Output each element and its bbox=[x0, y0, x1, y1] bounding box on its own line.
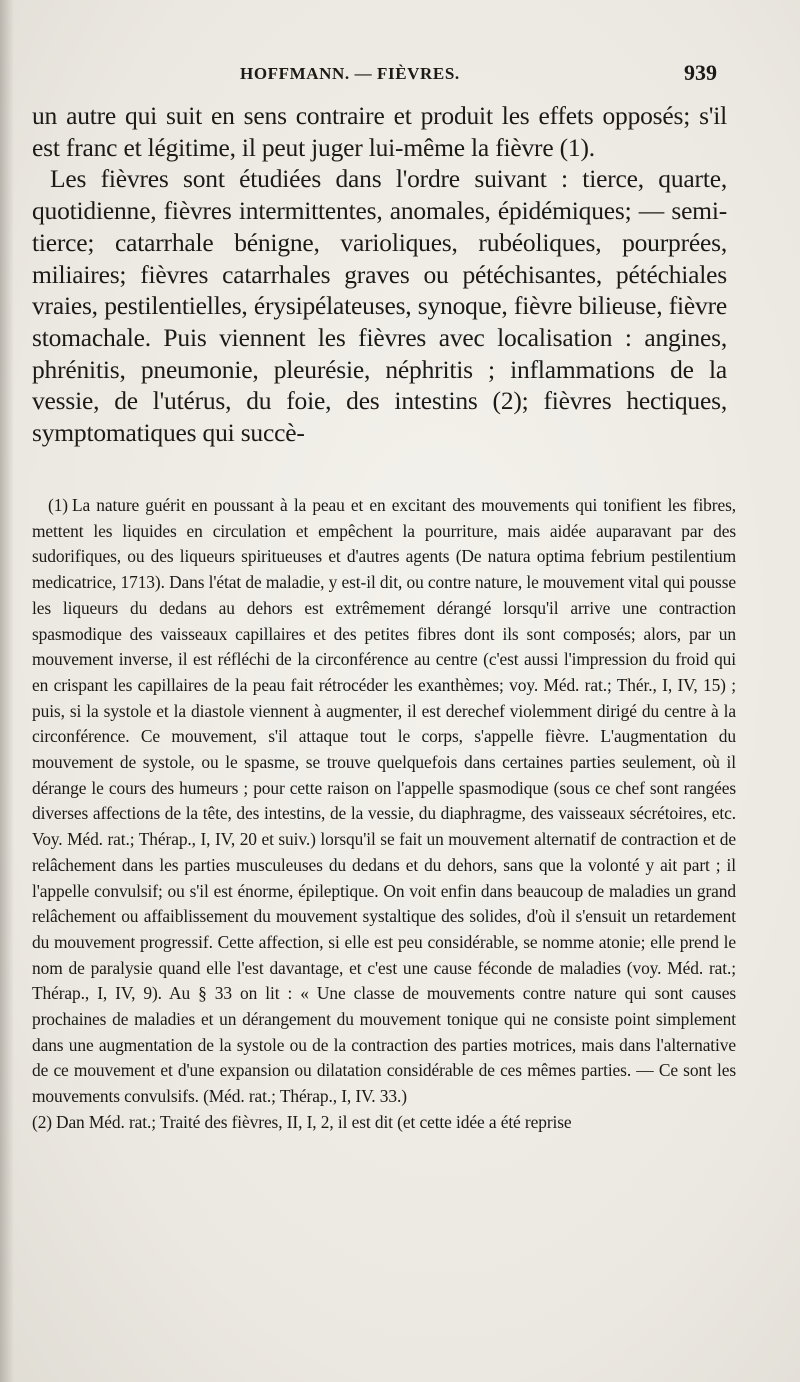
page-header bbox=[0, 60, 800, 90]
page-gutter-shadow bbox=[0, 0, 14, 1382]
footnote-2-marker: (2) bbox=[32, 1111, 52, 1132]
body-paragraph-2: Les fièvres sont étudiées dans l'ordre suivant : tierce, quarte, quotidienne, fièvres intermittentes, anomales, épidémiques; — semi-tierce; catarrhale bénigne, varioliques, rubéoliques, pourprées, miliaires; fièvres catarrhales graves ou pétéchisantes, pétéchiales vraies, pestilentielles, érysipélateuses, synoque, fièvre bilieuse, fièvre stomachale. Puis viennent les fièvres avec localisation : angines, phrénitis, pneumonie, pleurésie, néphritis ; inflammations de la vessie, de l'utérus, du foie, des intestins (2); fièvres hectiques, symptomatiques qui succè- bbox=[32, 164, 727, 448]
footnote-2 bbox=[32, 1110, 736, 1136]
footnote-1-text: La nature guérit en poussant à la peau et en excitant des mouvements qui tonifient les fibres, mettent les liquides en circulation et empêchent la pourriture, mais aidée auparavant par des sudorifiques, ou des liqueurs spiritueuses et d'autres agents (De natura optima febrium pestilentium medicatrice, 1713). Dans l'état de maladie, y est-il dit, ou contre nature, le mouvement vital qui pousse les liqueurs du dedans au dehors est extrêmement dérangé lorsqu'il arrive une contraction spasmodique des vaisseaux capillaires et des petites fibres dont ils sont composés; alors, par un mouvement inverse, il est réfléchi de la circonférence au centre (c'est aussi l'impression du froid qui en crispant les capillaires de la peau fait rétrocéder les exanthèmes; voy. Méd. rat.; Thér., I, IV, 15) ; puis, si la systole et la diastole viennent à augmenter, il est derechef violemment dirigé du centre à la circonférence. Ce mouvement, s'il attaque tout le corps, s'appelle fièvre. L'augmentation du mouvement de systole, ou le spasme, se trouve quelquefois dans certaines parties seulement, où il dérange le cours des humeurs ; pour cette raison on l'appelle spasmodique (sous ce chef sont rangées diverses affections de la tête, des intestins, de la vessie, du diaphragme, des vaisseaux sécrétoires, etc. Voy. Méd. rat.; Thérap., I, IV, 20 et suiv.) lorsqu'il se fait un mouvement alternatif de contraction et de relâchement dans les parties musculeuses du dedans et du dehors, sans que la volonté y ait part ; il l'appelle convulsif; ou s'il est énorme, épileptique. On voit enfin dans beaucoup de maladies un grand relâchement ou affaiblissement du mouvement systaltique des solides, d'où il s'ensuit un retardement du mouvement progressif. Cette affection, si elle est peu considérable, se nomme atonie; elle prend le nom de paralysie quand elle l'est davantage, et c'est une cause féconde de maladies (voy. Méd. rat.; Thérap., I, IV, 9). Au § 33 on lit : « Une classe de mouvements contre nature qui sont causes prochaines de maladies et un dérangement du mouvement tonique qui ne consiste point simplement dans une augmentation de la systole ou de la contraction des parties motrices, mais dans l'alternative de ce mouvement et d'une expansion ou dilatation considérable de ces mêmes parties. — Ce sont les mouvements convulsifs. (Méd. rat.; Thérap., I, IV. 33.) bbox=[32, 495, 736, 1107]
footnote-1 bbox=[32, 493, 736, 1110]
body-paragraph-1: un autre qui suit en sens contraire et produit les effets opposés; s'il est franc et légitime, il peut juger lui-même la fièvre (1). bbox=[32, 101, 727, 162]
footnote-1-marker: (1) bbox=[48, 495, 68, 515]
main-text bbox=[32, 100, 727, 449]
running-head: HOFFMANN. — FIÈVRES. bbox=[240, 64, 460, 83]
footnote-2-text: Dan Méd. rat.; Traité des fièvres, II, I, 2, il est dit (et cette idée a été reprise bbox=[55, 1111, 572, 1132]
footnotes bbox=[32, 493, 736, 1136]
page-number: 939 bbox=[684, 60, 717, 85]
